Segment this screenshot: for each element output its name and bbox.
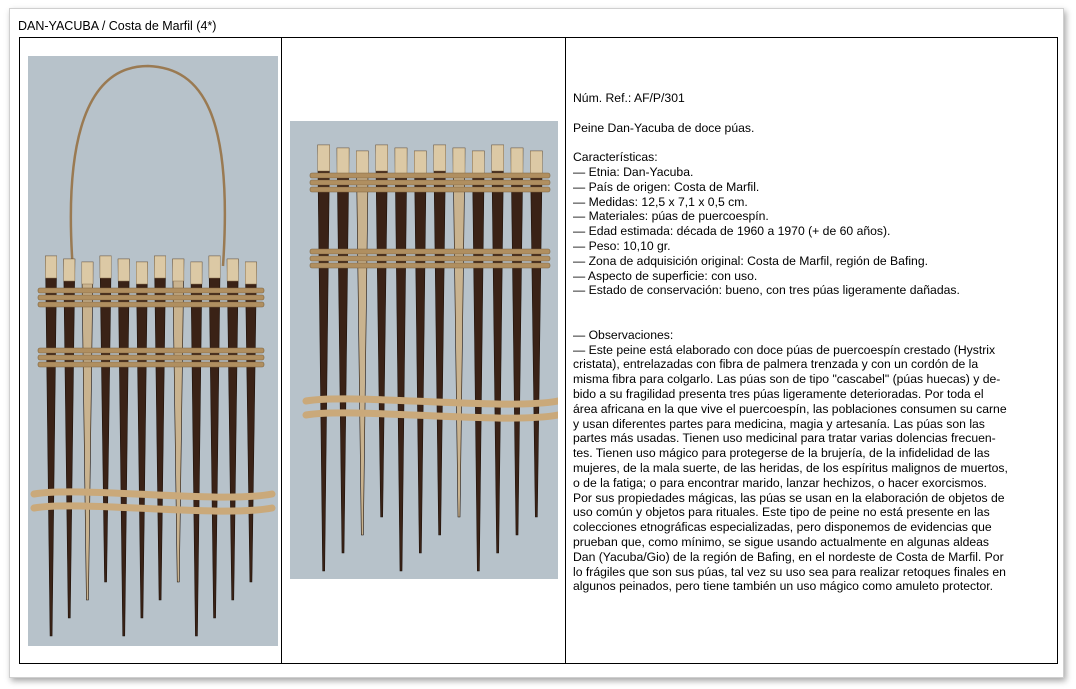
quill-top bbox=[173, 259, 184, 281]
observation-line: cristata), entrelazadas con fibra de palmera trenzada y con un cordón de la bbox=[573, 357, 979, 372]
quill-top bbox=[100, 256, 111, 278]
quill-top bbox=[453, 148, 465, 174]
fiber-band bbox=[310, 173, 550, 178]
observation-line: partes más usadas. Tienen uso medicinal para tratar varias dolencias frecuen- bbox=[573, 431, 996, 446]
fiber-band bbox=[38, 355, 264, 360]
quill-top bbox=[64, 259, 75, 281]
characteristic-item: — Materiales: púas de puercoespín. bbox=[573, 209, 769, 224]
comb-photo bbox=[290, 121, 558, 579]
fiber-band bbox=[38, 348, 264, 353]
observation-line: área africana en la que vive el puercoespín, las poblaciones consumen su carne bbox=[573, 401, 1007, 416]
characteristic-item: — Zona de adquisición original: Costa de Marfil, región de Bafing. bbox=[573, 253, 928, 268]
fiber-band bbox=[310, 249, 550, 254]
characteristic-item: — Edad estimada: década de 1960 a 1970 (+ de 60 años). bbox=[573, 224, 891, 239]
observation-line: prueban que, como mínimo, se sigue usando actualmente en algunas aldeas bbox=[573, 534, 989, 549]
fiber-band bbox=[38, 288, 264, 293]
left-photo-cell bbox=[20, 38, 282, 664]
characteristic-item: — Aspecto de superficie: con uso. bbox=[573, 268, 758, 283]
characteristic-item: — Medidas: 12,5 x 7,1 x 0,5 cm. bbox=[573, 194, 748, 209]
quill-top bbox=[337, 148, 349, 174]
characteristics-heading: Características: bbox=[573, 150, 658, 165]
quill-top bbox=[434, 145, 446, 171]
characteristics-block bbox=[573, 150, 1051, 298]
observation-line: algunos peinados, pero tiene también un uso mágico como amuleto protector. bbox=[573, 579, 994, 594]
catalog-table bbox=[19, 37, 1058, 664]
observation-line: Dan (Yacuba/Gio) de la región de Bafing, en el nordeste de Costa de Marfil. Por bbox=[573, 549, 1004, 564]
observation-line: uso común y objetos para rituales. Este tipo de peine no está presente en las bbox=[573, 505, 990, 520]
observation-line: — Este peine está elaborado con doce púas de puercoespín crestado (Hystrix bbox=[573, 342, 996, 357]
observation-line: y usan diferentes partes para medicina, magia y artesanía. Las púas son las bbox=[573, 416, 985, 431]
quill-top bbox=[318, 145, 330, 171]
fiber-band bbox=[38, 302, 264, 307]
comb-with-loop-photo bbox=[28, 56, 278, 646]
quill-top bbox=[245, 262, 256, 284]
characteristic-item: — Etnia: Dan-Yacuba. bbox=[573, 164, 694, 179]
quill-top bbox=[82, 262, 93, 284]
fiber-band bbox=[38, 295, 264, 300]
quill-top bbox=[376, 145, 388, 171]
observations-heading: — Observaciones: bbox=[573, 327, 674, 342]
quill-top bbox=[511, 148, 523, 174]
observation-line: tes. Tienen uso mágico para protegerse de la brujería, de la infidelidad de las bbox=[573, 446, 990, 461]
observation-line: misma fibra para colgarlo. Las púas son de tipo "cascabel" (púas huecas) y de- bbox=[573, 372, 1001, 387]
quill-top bbox=[45, 256, 56, 278]
quill-top bbox=[136, 262, 147, 284]
middle-photo-cell bbox=[282, 38, 566, 664]
observation-line: Por sus propiedades mágicas, las púas se usan en la elaboración de objetos de bbox=[573, 490, 1005, 505]
quill-top bbox=[118, 259, 129, 281]
quill-top bbox=[492, 145, 504, 171]
description-cell bbox=[566, 38, 1058, 664]
page-header: DAN-YACUBA / Costa de Marfil (4*) bbox=[18, 19, 217, 33]
observations-block bbox=[573, 328, 1051, 594]
reference-number: Núm. Ref.: AF/P/301 bbox=[573, 91, 685, 105]
quill-top bbox=[154, 256, 165, 278]
quill-top bbox=[227, 259, 238, 281]
description-text bbox=[573, 91, 1051, 594]
quill-top bbox=[191, 262, 202, 284]
fiber-band bbox=[38, 362, 264, 367]
observation-line: o de la fatiga; o para encontrar marido, lanzar hechizos, o hacer exorcismos. bbox=[573, 475, 987, 490]
quill-top bbox=[395, 148, 407, 174]
fiber-band bbox=[310, 263, 550, 268]
observation-line: mujeres, de la mala suerte, de las heridas, de los espíritus malignos de muertos, bbox=[573, 460, 1008, 475]
object-description: Peine Dan-Yacuba de doce púas. bbox=[573, 120, 755, 135]
observation-line: colecciones etnográficas especializadas, pero disponemos de evidencias que bbox=[573, 520, 992, 535]
observation-line: lo frágiles que son sus púas, tal vez su uso sea para realizar retoques finales en bbox=[573, 564, 1006, 579]
characteristic-item: — País de origen: Costa de Marfil. bbox=[573, 179, 760, 194]
characteristic-item: — Estado de conservación: bueno, con tres púas ligeramente dañadas. bbox=[573, 283, 960, 298]
observation-line: bido a su fragilidad presenta tres púas ligeramente deterioradas. Por toda el bbox=[573, 386, 984, 401]
quill-top bbox=[209, 256, 220, 278]
fiber-band bbox=[310, 180, 550, 185]
fiber-band bbox=[310, 256, 550, 261]
characteristic-item: — Peso: 10,10 gr. bbox=[573, 238, 671, 253]
fiber-band bbox=[310, 187, 550, 192]
